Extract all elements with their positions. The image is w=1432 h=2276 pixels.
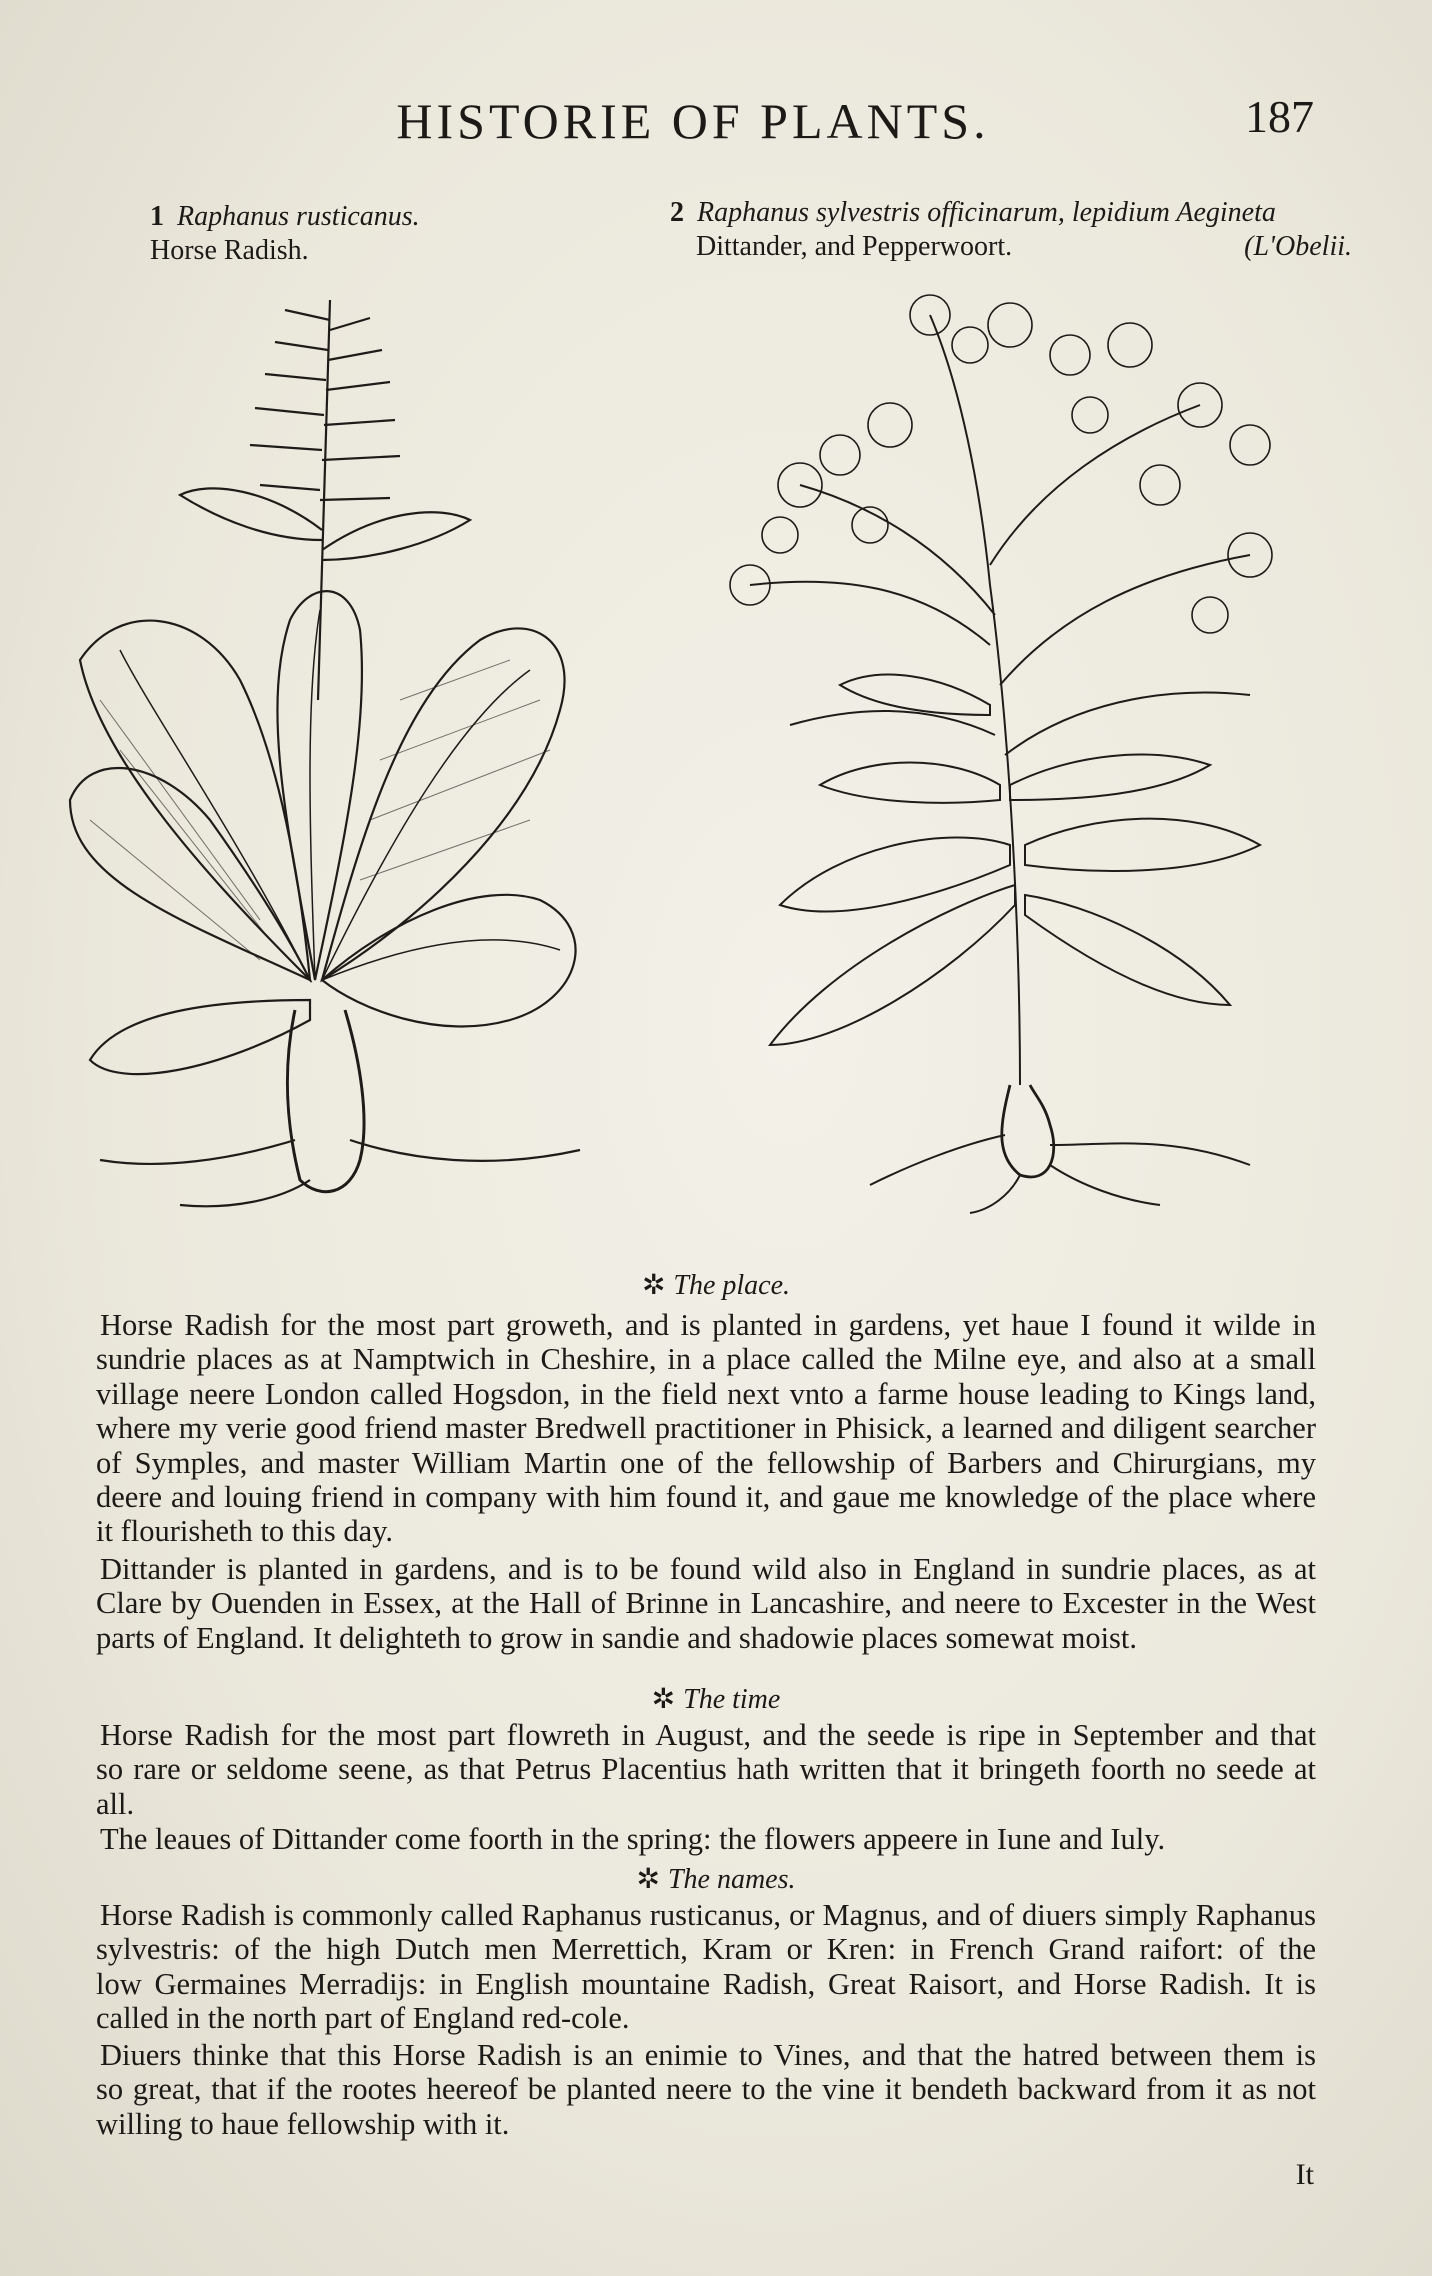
page-header [0,82,1432,152]
paragraph-place-horse-radish [96,1308,1316,1549]
text-line: called in the north part of England red-cole. [96,2001,630,2036]
text-line: parts of England. It delighteth to grow in sandie and shadowie places somewat moist. [96,1620,1138,1655]
caption-latin: Raphanus sylvestris officinarum, lepidium Aegineta [697,197,1276,228]
woodcut-horse-radish [60,280,620,1220]
text-line: Diuers thinke that this Horse Radish is an enimie to Vines, and that the hatred between them is [100,2038,1316,2072]
caption-english: Dittander, and Pepperwoort. [696,231,1013,262]
paragraph-vines [96,2038,1316,2141]
text-line: sundrie places as at Namptwich in Cheshire, in a place called the Milne eye, and also at a small [96,1342,1316,1377]
text-line: all. [96,1786,135,1821]
text-line: willing to haue fellowship with it. [96,2106,510,2141]
dittander-illustration [690,285,1310,1215]
woodcut-dittander [690,285,1310,1215]
section-heading-place: ✲ The place. [641,1270,791,1301]
text-line: Horse Radish for the most part groweth, and is planted in gardens, yet haue I found it wilde in [100,1308,1316,1342]
ornament-icon: ✲ [641,1270,666,1301]
paragraph-time-dittander [96,1822,1316,1856]
page-number: 187 [1245,91,1314,142]
ornament-icon: ✲ [636,1864,660,1895]
ornament-icon: ✲ [651,1684,676,1715]
text-line: it flourisheth to this day. [96,1514,394,1549]
horse-radish-illustration [60,280,620,1220]
caption-number: 1 [150,201,164,232]
text-line: low Germaines Merradijs: in English mountaine Radish, Great Raisort, and Horse Radish. It is [96,1966,1316,2001]
paragraph-place-dittander [96,1552,1316,1655]
text-line: village neere London called Hogsdon, in the field next vnto a farme house leading to Kings land, [96,1376,1316,1411]
text-line: where my verie good friend master Bredwell practitioner in Phisick, a learned and diligent searcher [96,1411,1316,1446]
figure-caption-horse-radish [150,200,420,268]
caption-attribution: (L'Obelii. [1244,231,1352,262]
text-line: Dittander is planted in gardens, and is to be found wild also in England in sundrie places, as at [100,1552,1316,1586]
running-title: HISTORIE OF PLANTS. [396,93,990,149]
text-line: Horse Radish is commonly called Raphanus rusticanus, or Magnus, and of diuers simply Raphanus [100,1898,1316,1932]
text-line: so great, that if the rootes heereof be planted neere to the vine it bendeth backward from it as not [96,2072,1316,2107]
paragraph-time-horse-radish [96,1718,1316,1821]
section-heading-names: ✲ The names. [636,1864,796,1895]
text-line: The leaues of Dittander come foorth in the spring: the flowers appeere in Iune and Iuly. [100,1822,1166,1856]
catchword: It [1295,2158,1314,2191]
caption-number: 2 [670,197,684,228]
caption-english: Horse Radish. [150,235,309,266]
text-line: Horse Radish for the most part flowreth in August, and the seede is ripe in September and that [100,1718,1316,1752]
caption-latin: Raphanus rusticanus. [177,201,420,232]
text-line: of Symples, and master William Martin one of the fellowship of Barbers and Chirurgians, my [96,1445,1316,1480]
section-heading-time: ✲ The time [651,1684,781,1715]
text-line: deere and louing friend in company with him found it, and gaue me knowledge of the place where [96,1480,1316,1515]
paragraph-names [96,1898,1316,2036]
text-line: so rare or seldome seene, as that Petrus Placentius hath written that it bringeth foorth no seede at [96,1752,1316,1787]
text-line: sylvestris: of the high Dutch men Merrettich, Kram or Kren: in French Grand raifort: of the [96,1932,1316,1967]
figure-caption-dittander [670,196,1360,262]
text-line: Clare by Ouenden in Essex, at the Hall of Brinne in Lancashire, and neere to Excester in the West [96,1586,1316,1621]
